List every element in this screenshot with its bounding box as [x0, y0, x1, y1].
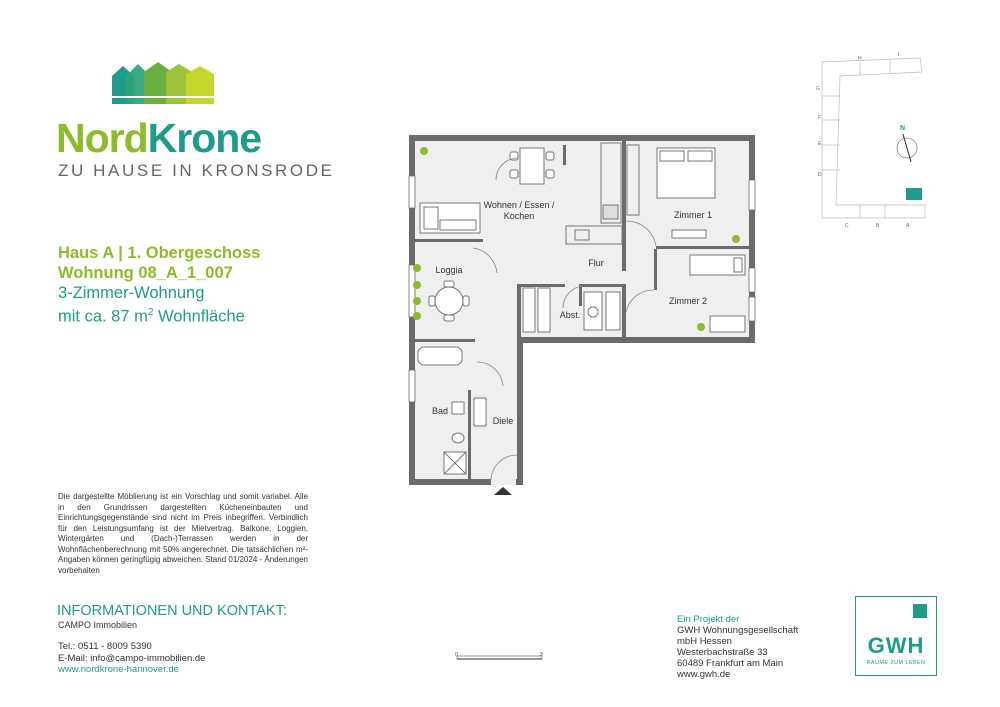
site-letter-h: H	[858, 56, 862, 62]
site-letter-i: I	[898, 52, 900, 58]
contact-company: CAMPO Immobilien	[58, 620, 138, 630]
project-line2: mbH Hessen	[677, 636, 732, 647]
gwh-logo-sub: RÄUME ZUM LEBEN	[866, 660, 926, 666]
north-arrow-icon	[897, 125, 917, 162]
site-letter-e: E	[818, 141, 822, 147]
brand-tagline: ZU HAUSE IN KRONSRODE	[58, 161, 335, 180]
site-letter-d: D	[818, 172, 822, 178]
project-lead: Ein Projekt der	[677, 614, 740, 625]
unit-type: 3-Zimmer-Wohnung	[58, 284, 205, 302]
unit-area-prefix: mit ca. 87 m	[58, 307, 148, 326]
room-label-diele: Diele	[492, 416, 514, 426]
project-line3: Westerbachstraße 33	[677, 647, 768, 658]
sofa	[420, 203, 480, 233]
unit-area-sup: 2	[147, 307, 154, 318]
room-label-zimmer1: Zimmer 1	[674, 210, 712, 220]
room-label-zimmer2: Zimmer 2	[669, 296, 707, 306]
contact-title: INFORMATIONEN UND KONTAKT:	[57, 603, 287, 619]
brand-name-part2: Krone	[147, 115, 262, 161]
unit-area-suffix: Wohnfläche	[153, 307, 245, 326]
site-letter-f: F	[818, 115, 822, 121]
entrance-arrow-icon	[494, 487, 512, 495]
unit-apartment-id: Wohnung 08_A_1_007	[58, 264, 233, 282]
brand-name-part1: Nord	[56, 115, 148, 161]
unit-building-floor: Haus A | 1. Obergeschoss	[58, 244, 261, 262]
room-label-loggia: Loggia	[435, 265, 463, 275]
project-line1: GWH Wohnungsgesellschaft	[677, 625, 799, 636]
contact-web-link[interactable]: www.nordkrone-hannover.de	[58, 664, 179, 675]
room-label-flur: Flur	[588, 258, 604, 268]
room-label-living-2: Kochen	[503, 211, 535, 221]
gwh-logo-word: GWH	[867, 633, 925, 658]
disclaimer-text: Die dargestellte Möblierung ist ein Vorschlag und somit variabel. Alle in den Grundrissen dargestellten Kücheneinbauten und Einrichtungsgegenstände sind nicht im Preis inbegriffen. Verbindlich für den Leistungsumfang ist der Mietvertrag. Balkone, Loggien, Wintergärten und (Dach-)Terrassen werden in der Wohnflächenberechnung mit 50% angerechnet. Die tatsächlichen m²-Angaben können geringfügig abweichen. Stand 01/2024 - Änderungen vorbehalten	[58, 492, 308, 575]
room-label-living-1: Wohnen / Essen /	[483, 200, 555, 210]
scale-bar	[455, 652, 543, 659]
scale-bar-end: 3	[540, 652, 543, 658]
room-label-abst: Abst.	[559, 310, 581, 320]
site-plan	[822, 58, 925, 218]
project-line4: 60489 Frankfurt am Main	[677, 658, 784, 669]
site-letter-c: C	[845, 223, 849, 229]
room-label-bad: Bad	[431, 406, 449, 416]
site-letter-b: B	[876, 223, 880, 229]
site-letter-a: A	[906, 223, 910, 229]
north-label: N	[900, 125, 906, 132]
scale-bar-start: 0	[455, 652, 458, 658]
site-plan-highlight	[906, 188, 922, 200]
site-letter-g: G	[816, 86, 820, 92]
contact-email[interactable]: E-Mail: info@campo-immobilien.de	[58, 652, 206, 664]
project-web-link[interactable]: www.gwh.de	[677, 669, 731, 680]
contact-phone[interactable]: Tel.: 0511 - 8009 5390	[58, 641, 152, 652]
